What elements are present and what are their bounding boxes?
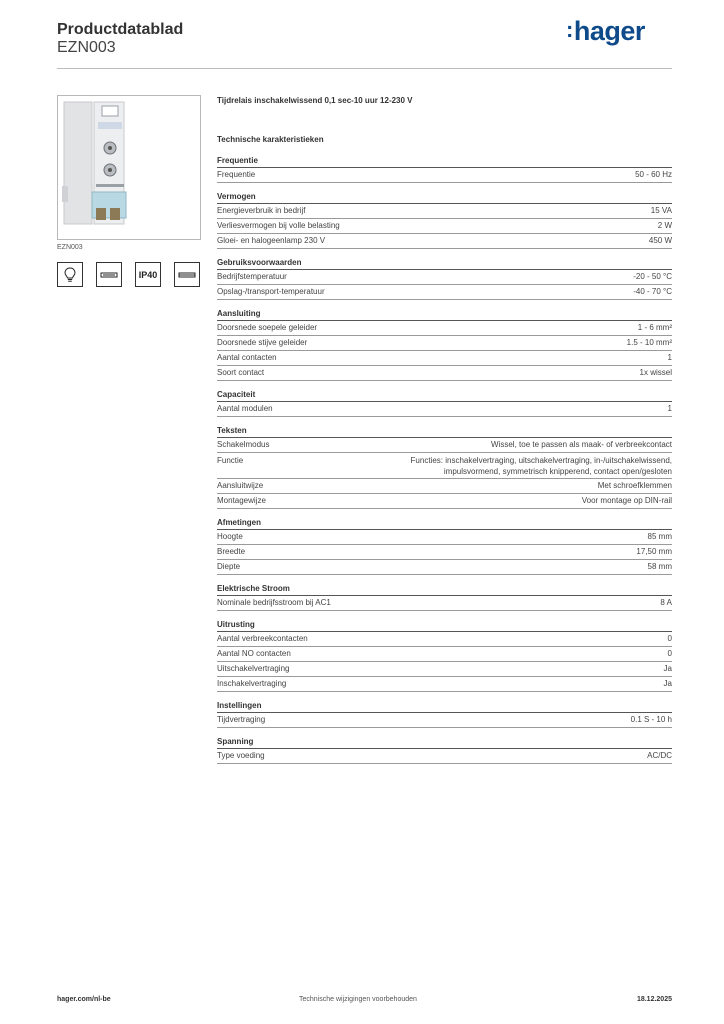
footer-website: hager.com/nl-be xyxy=(57,996,111,1003)
spec-group-title: Aansluiting xyxy=(217,309,672,321)
spec-value: 1 xyxy=(667,353,672,362)
spec-row xyxy=(217,321,672,336)
spec-value: 0 xyxy=(667,649,672,658)
spec-value: 8 A xyxy=(660,598,672,607)
spec-row xyxy=(217,632,672,647)
logo-dots-icon: : xyxy=(566,17,573,42)
spec-value: Ja xyxy=(663,664,672,673)
spec-row xyxy=(217,438,672,453)
spec-value: Wissel, toe te passen als maak- of verbreekcontact xyxy=(491,440,672,449)
spec-group xyxy=(217,390,672,417)
spec-group xyxy=(217,192,672,249)
product-image xyxy=(57,95,201,240)
spec-value: 17,50 mm xyxy=(636,547,672,556)
spec-group xyxy=(217,584,672,611)
image-caption: EZN003 xyxy=(57,244,83,251)
spec-label: Aantal contacten xyxy=(217,353,277,362)
spec-label: Nominale bedrijfsstroom bij AC1 xyxy=(217,598,331,607)
spec-value: AC/DC xyxy=(647,751,672,760)
spec-group-title: Instellingen xyxy=(217,701,672,713)
footer-date: 18.12.2025 xyxy=(636,996,672,1003)
spec-label: Energieverbruik in bedrijf xyxy=(217,206,306,215)
spec-label: Tijdvertraging xyxy=(217,715,266,724)
spec-value: -40 - 70 °C xyxy=(633,287,672,296)
hager-logo xyxy=(566,16,645,47)
spec-row xyxy=(217,366,672,381)
rail-mount-icon xyxy=(174,262,200,287)
spec-label: Breedte xyxy=(217,547,246,556)
spec-value: 2 W xyxy=(657,221,672,230)
spec-value: 15 VA xyxy=(650,206,672,215)
spec-value: Functies: inschakelvertraging, uitschakelvertraging, in-/uitschakelwissend, impulsvormend, symmetrisch knipperend, contact open/gesloten xyxy=(410,456,672,476)
spec-groups xyxy=(217,156,672,764)
spec-group xyxy=(217,737,672,764)
certification-icons xyxy=(57,262,200,287)
spec-group-title: Spanning xyxy=(217,737,672,749)
spec-value: Ja xyxy=(663,679,672,688)
spec-row xyxy=(217,270,672,285)
spec-value: -20 - 50 °C xyxy=(633,272,672,281)
spec-label: Doorsnede stijve geleider xyxy=(217,338,308,347)
spec-group-title: Capaciteit xyxy=(217,390,672,402)
spec-group-title: Afmetingen xyxy=(217,518,672,530)
spec-row xyxy=(217,596,672,611)
section-title: Technische karakteristieken xyxy=(217,135,324,144)
spec-value: 1.5 - 10 mm² xyxy=(626,338,672,347)
spec-group xyxy=(217,518,672,575)
spec-group-title: Teksten xyxy=(217,426,672,438)
logo-text: hager xyxy=(573,16,645,46)
spec-label: Aantal modulen xyxy=(217,404,273,413)
spec-label: Gloei- en halogeenlamp 230 V xyxy=(217,236,326,245)
spec-label: Hoogte xyxy=(217,532,243,541)
spec-label: Doorsnede soepele geleider xyxy=(217,323,318,332)
spec-label: Uitschakelvertraging xyxy=(217,664,290,673)
spec-row xyxy=(217,713,672,728)
spec-group xyxy=(217,309,672,381)
spec-label: Verliesvermogen bij volle belasting xyxy=(217,221,340,230)
din-rail-icon xyxy=(96,262,122,287)
product-code: EZN003 xyxy=(57,39,116,56)
spec-label: Soort contact xyxy=(217,368,265,377)
header-divider xyxy=(57,68,672,69)
spec-group xyxy=(217,426,672,509)
spec-value: 0 xyxy=(667,634,672,643)
spec-label: Aantal NO contacten xyxy=(217,649,291,658)
spec-label: Bedrijfstemperatuur xyxy=(217,272,287,281)
time-relay-module-image xyxy=(58,96,200,239)
spec-label: Schakelmodus xyxy=(217,440,270,449)
footer-notice: Technische wijzigingen voorbehouden xyxy=(299,996,417,1003)
spec-value: Voor montage op DIN-rail xyxy=(581,496,672,505)
spec-value: 1 xyxy=(667,404,672,413)
spec-label: Montagewijze xyxy=(217,496,266,505)
spec-label: Opslag-/transport-temperatuur xyxy=(217,287,325,296)
spec-value: 58 mm xyxy=(647,562,672,571)
spec-group xyxy=(217,156,672,183)
spec-value: 85 mm xyxy=(647,532,672,541)
spec-group-title: Gebruiksvoorwaarden xyxy=(217,258,672,270)
spec-group xyxy=(217,701,672,728)
spec-value: Met schroefklemmen xyxy=(597,481,672,490)
spec-value: 1x wissel xyxy=(639,368,672,377)
spec-row xyxy=(217,494,672,509)
spec-value: 0.1 S - 10 h xyxy=(630,715,672,724)
spec-label: Inschakelvertraging xyxy=(217,679,287,688)
spec-group-title: Elektrische Stroom xyxy=(217,584,672,596)
spec-row xyxy=(217,453,672,479)
spec-value: 1 - 6 mm² xyxy=(637,323,672,332)
spec-label: Diepte xyxy=(217,562,241,571)
spec-label: Frequentie xyxy=(217,170,256,179)
spec-row xyxy=(217,677,672,692)
spec-value: 450 W xyxy=(648,236,672,245)
spec-group-title: Uitrusting xyxy=(217,620,672,632)
spec-row xyxy=(217,560,672,575)
spec-group xyxy=(217,620,672,692)
spec-label: Aansluitwijze xyxy=(217,481,264,490)
spec-row xyxy=(217,285,672,300)
spec-group-title: Vermogen xyxy=(217,192,672,204)
spec-row xyxy=(217,402,672,417)
spec-value: 50 - 60 Hz xyxy=(635,170,672,179)
ip-rating-badge: IP40 xyxy=(135,262,161,287)
spec-row xyxy=(217,662,672,677)
spec-row xyxy=(217,479,672,494)
page-title: Productdatablad xyxy=(57,21,184,38)
spec-row xyxy=(217,168,672,183)
spec-row xyxy=(217,647,672,662)
spec-group-title: Frequentie xyxy=(217,156,672,168)
lamp-icon xyxy=(57,262,83,287)
spec-row xyxy=(217,749,672,764)
spec-row xyxy=(217,204,672,219)
spec-row xyxy=(217,219,672,234)
spec-label: Functie xyxy=(217,456,244,465)
spec-row xyxy=(217,336,672,351)
spec-label: Aantal verbreekcontacten xyxy=(217,634,308,643)
spec-row xyxy=(217,234,672,249)
product-description: Tijdrelais inschakelwissend 0,1 sec-10 uur 12-230 V xyxy=(217,96,413,105)
spec-row xyxy=(217,530,672,545)
spec-label: Type voeding xyxy=(217,751,265,760)
spec-row xyxy=(217,545,672,560)
spec-group xyxy=(217,258,672,300)
spec-content xyxy=(217,96,672,773)
spec-row xyxy=(217,351,672,366)
